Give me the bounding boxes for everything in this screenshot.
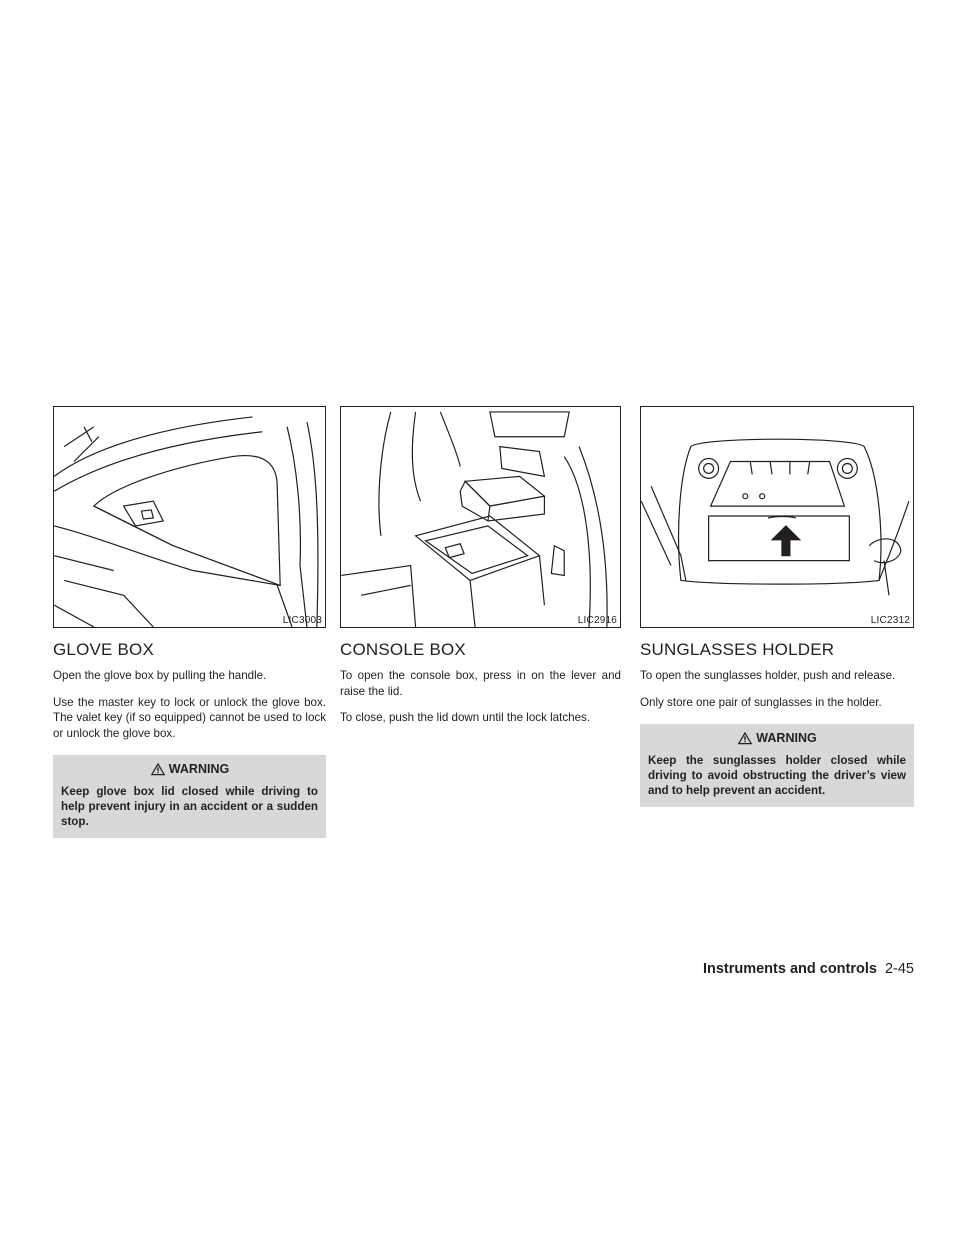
warning-heading — [648, 731, 906, 745]
warning-text: Keep the sunglasses holder closed while driving to avoid obstructing the driver’s view and to help prevent an accident. — [648, 754, 906, 797]
sunglasses-holder-drawing — [641, 407, 913, 627]
sunglasses-holder-illustration — [640, 406, 914, 628]
warning-text: Keep glove box lid closed while driving to help prevent injury in an accident or a sudden stop. — [61, 785, 318, 828]
figure-code: LIC2916 — [577, 615, 617, 626]
console-box-drawing — [341, 407, 620, 627]
warning-title: WARNING — [168, 762, 230, 776]
section-title: GLOVE BOX — [53, 640, 155, 659]
section-title: SUNGLASSES HOLDER — [640, 640, 835, 659]
glove-box-illustration — [53, 406, 326, 628]
figure-code: LIC3003 — [282, 615, 322, 626]
paragraph: To close, push the lid down until the lock latches. — [340, 711, 591, 724]
push-arrow-icon — [772, 526, 800, 556]
console-box-illustration — [340, 406, 621, 628]
paragraph: To open the sunglasses holder, push and release. — [640, 669, 896, 682]
sunglasses-holder-column — [640, 406, 914, 807]
paragraph: Open the glove box by pulling the handle. — [53, 669, 267, 682]
footer-section-name: Instruments and controls — [702, 961, 877, 977]
warning-box — [53, 755, 326, 838]
page-footer — [703, 961, 914, 977]
glove-box-drawing — [54, 407, 325, 627]
console-box-column — [340, 406, 621, 737]
figure-code: LIC2312 — [870, 615, 910, 626]
warning-heading — [61, 762, 318, 776]
paragraph: Only store one pair of sunglasses in the holder. — [640, 695, 882, 709]
warning-title: WARNING — [756, 731, 817, 745]
paragraph: To open the console box, press in on the lever and raise the lid. — [340, 669, 621, 698]
page-number: 2-45 — [884, 961, 914, 977]
section-title: CONSOLE BOX — [340, 640, 466, 659]
warning-box — [640, 724, 914, 807]
glove-box-column — [53, 406, 326, 838]
paragraph: Use the master key to lock or unlock the glove box. The valet key (if so equipped) cannot be used to lock or unlock the glove box. — [53, 695, 326, 740]
warning-triangle-icon — [737, 731, 753, 745]
warning-triangle-icon — [150, 762, 166, 776]
